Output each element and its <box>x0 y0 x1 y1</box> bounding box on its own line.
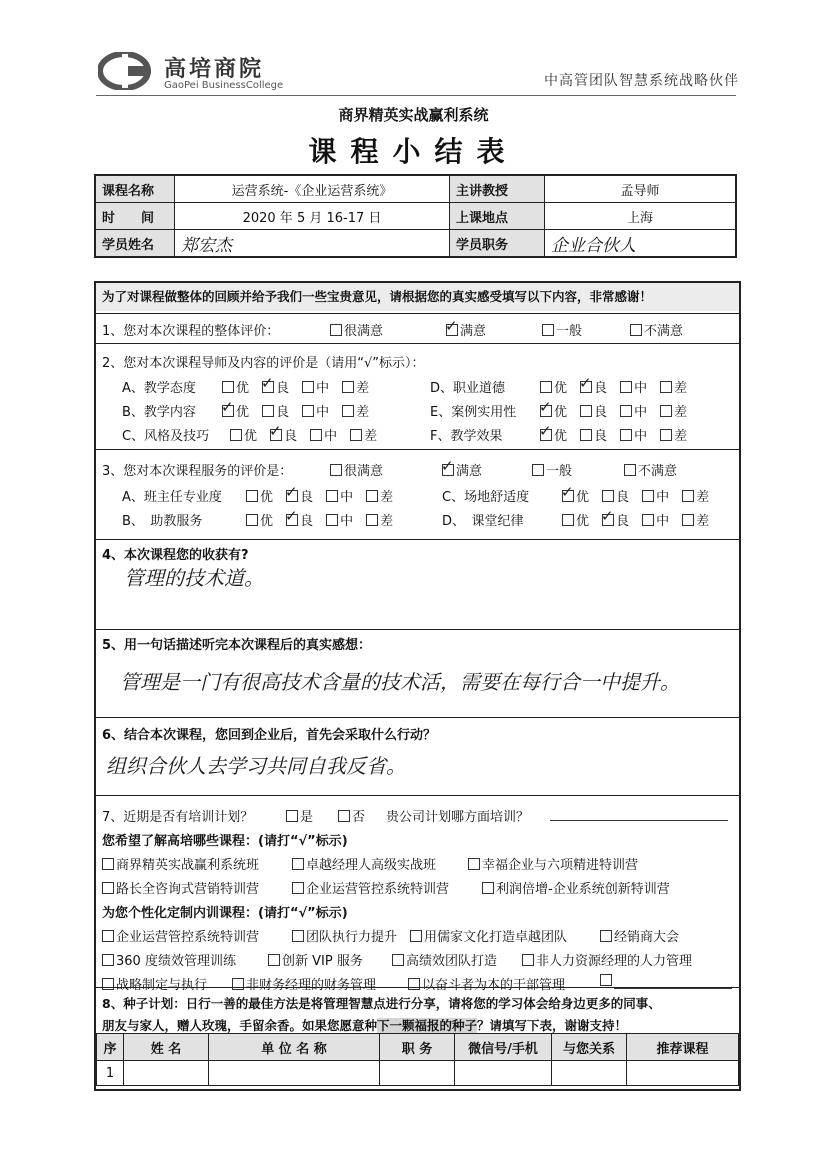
q1-option-very-satisfied[interactable]: 很满意 <box>330 320 383 339</box>
q3-label: 3、您对本次课程服务的评价是： <box>102 464 293 479</box>
header-tagline: 中高管团队智慧系统战略伙伴 <box>544 73 739 89</box>
q3-b-grades[interactable]: 优 ✓ 良 中 差 <box>246 510 393 529</box>
cell-position[interactable] <box>380 1061 455 1086</box>
teacher-value[interactable]: 孟导师 <box>545 175 737 203</box>
q1-option-average[interactable]: 一般 <box>542 320 582 339</box>
col-relation: 与您关系 <box>552 1034 627 1061</box>
q2-item-professional-ethics: D、职业道德 <box>430 381 506 396</box>
q7-label: 7、近期是否有培训计划？ <box>102 810 254 825</box>
q7-custom-label: 为您个性化定制内训课程：(请打“√”标示) <box>102 906 348 921</box>
q7-section <box>96 795 739 993</box>
cell-name[interactable] <box>124 1061 209 1086</box>
q1-section <box>96 313 739 342</box>
q3-d-grades[interactable]: 优 ✓ 良 中 差 <box>562 510 709 529</box>
q3-option-satisfied[interactable]: ✓ 满意 <box>442 460 482 479</box>
referral-table <box>96 1033 739 1086</box>
q2-c-grades[interactable]: 优 ✓ 良 中 差 <box>230 425 377 444</box>
checkbox-checked[interactable] <box>446 324 458 336</box>
form-title: 课程小结表 <box>308 135 519 168</box>
custom-option[interactable]: 非财务经理的财务管理 <box>232 974 376 993</box>
custom-option[interactable]: 高绩效团队打造 <box>392 950 497 969</box>
checkbox[interactable] <box>542 324 554 336</box>
logo-english-name: GaoPei BusinessCollege <box>164 80 284 91</box>
q2-f-grades[interactable]: ✓优 良 中 差 <box>540 425 687 444</box>
q7-courses-label: 您希望了解高培哪些课程：(请打“√”标示) <box>102 834 348 849</box>
custom-option[interactable]: 以奋斗者为本的干部管理 <box>408 974 565 993</box>
q2-item-teaching-effect: F、教学效果 <box>430 429 503 444</box>
course-option[interactable]: 企业运营管控系统特训营 <box>292 878 449 897</box>
course-value[interactable]: 运营系统-《企业运营系统》 <box>175 175 450 203</box>
cell-company[interactable] <box>209 1061 380 1086</box>
q3-option-unsatisfied[interactable]: 不满意 <box>624 460 677 479</box>
time-value[interactable]: 2020 年 5 月 16-17 日 <box>175 203 450 230</box>
q3-c-grades[interactable]: ✓优 良 中 差 <box>562 486 709 505</box>
q5-section <box>96 629 739 716</box>
course-option[interactable]: 路长全咨询式营销特训营 <box>102 878 259 897</box>
cell-course[interactable] <box>627 1061 739 1086</box>
q3-item-assistant-service: B、 助教服务 <box>122 514 203 529</box>
q8-line2: 朋友与家人，赠人玫瑰，手留余香。如果您愿意种下一颗福报的种子？请填写下表，谢谢支持！ <box>102 1018 628 1033</box>
q2-item-teaching-attitude: A、教学态度 <box>122 381 196 396</box>
q2-d-grades[interactable]: 优 ✓ 良 中 差 <box>540 377 687 396</box>
table-row <box>97 1061 739 1086</box>
time-label: 时 间 <box>95 203 175 230</box>
course-option[interactable]: 卓越经理人高级实战班 <box>292 854 436 873</box>
q1-option-unsatisfied[interactable]: 不满意 <box>630 320 683 339</box>
q2-label: 2、您对本次课程导师及内容的评价是（请用“√”标示）： <box>102 356 425 371</box>
custom-option[interactable]: 创新 VIP 服务 <box>268 950 363 969</box>
course-label: 课程名称 <box>95 175 175 203</box>
custom-option[interactable]: 360 度绩效管理训练 <box>102 950 236 969</box>
student-label: 学员姓名 <box>95 230 175 258</box>
logo-chinese-name: 高培商院 <box>164 57 265 82</box>
q7-plan-question: 贵公司计划哪方面培训？ <box>386 810 530 825</box>
q3-item-venue-comfort: C、场地舒适度 <box>442 490 530 505</box>
row-seq: 1 <box>97 1061 124 1086</box>
q8-line1: 8、种子计划：日行一善的最佳方法是将管理智慧点进行分享，请将您的学习体会给身边更多的同事、 <box>102 996 661 1011</box>
course-option[interactable]: 商界精英实战赢利系统班 <box>102 854 259 873</box>
form-subtitle: 商界精英实战赢利系统 <box>338 106 489 124</box>
q3-option-average[interactable]: 一般 <box>532 460 572 479</box>
q2-item-teaching-content: B、教学内容 <box>122 405 196 420</box>
cell-relation[interactable] <box>552 1061 627 1086</box>
custom-option[interactable]: 用儒家文化打造卓越团队 <box>410 926 567 945</box>
col-company: 单 位 名 称 <box>209 1034 380 1061</box>
q4-section <box>96 539 739 630</box>
q3-a-grades[interactable]: 优 ✓ 良 中 差 <box>246 486 393 505</box>
q5-label: 5、用一句话描述听完本次课程后的真实感想： <box>102 638 372 653</box>
q2-item-style-skills: C、风格及技巧 <box>122 429 210 444</box>
q7-no[interactable]: 否 <box>338 806 365 825</box>
place-label: 上课地点 <box>450 203 545 230</box>
custom-option[interactable]: 非人力资源经理的人力管理 <box>522 950 692 969</box>
course-option[interactable]: 利润倍增-企业系统创新特训营 <box>482 878 670 897</box>
col-wechat: 微信号/手机 <box>455 1034 552 1061</box>
student-position-handwritten[interactable]: 企业合伙人 <box>545 230 737 258</box>
header-divider <box>96 95 736 96</box>
q6-label: 6、结合本次课程，您回到企业后，首先会采取什么行动？ <box>102 728 437 743</box>
custom-option[interactable]: 经销商大会 <box>600 926 679 945</box>
form-intro: 为了对课程做整体的回顾并给予我们一些宝贵意见，请根据您的真实感受填写以下内容，非常感谢！ <box>96 283 739 311</box>
course-info-table <box>94 174 737 258</box>
checkbox[interactable] <box>630 324 642 336</box>
q7-plan-input[interactable] <box>550 806 728 821</box>
q2-e-grades[interactable]: ✓优 良 中 差 <box>540 401 687 420</box>
custom-option[interactable]: 企业运营管控系统特训营 <box>102 926 259 945</box>
teacher-label: 主讲教授 <box>450 175 545 203</box>
cell-wechat[interactable] <box>455 1061 552 1086</box>
position-label: 学员职务 <box>450 230 545 258</box>
col-name: 姓 名 <box>124 1034 209 1061</box>
q2-b-grades[interactable]: ✓优 良 中 差 <box>222 401 369 420</box>
q8-section <box>96 987 739 1034</box>
place-value[interactable]: 上海 <box>545 203 737 230</box>
q6-answer-handwritten[interactable]: 组织合伙人去学习共同自我反省。 <box>106 754 406 778</box>
q6-section <box>96 717 739 794</box>
custom-option[interactable]: 战略制定与执行 <box>102 974 207 993</box>
q4-label: 4、本次课程您的收获有? <box>102 548 249 563</box>
q5-answer-handwritten[interactable]: 管理是一门有很高技术含量的技术活，需要在每行合一中提升。 <box>120 670 680 694</box>
q2-a-grades[interactable]: 优 ✓ 良 中 差 <box>222 377 369 396</box>
q3-option-very-satisfied[interactable]: 很满意 <box>330 460 383 479</box>
course-option[interactable]: 幸福企业与六项精进特训营 <box>468 854 638 873</box>
q1-label: 1、您对本次课程的整体评价： <box>102 324 280 339</box>
q3-item-head-teacher: A、班主任专业度 <box>122 490 222 505</box>
col-seq: 序 <box>97 1034 124 1061</box>
feedback-form <box>94 281 741 1091</box>
q4-answer-handwritten[interactable]: 管理的技术道。 <box>124 566 264 590</box>
q3-section <box>96 449 739 530</box>
checkbox[interactable] <box>330 324 342 336</box>
q2-item-case-practicality: E、案例实用性 <box>430 405 517 420</box>
q7-yes[interactable]: 是 <box>286 806 313 825</box>
custom-option[interactable]: 团队执行力提升 <box>292 926 397 945</box>
q2-section <box>96 343 739 446</box>
col-position: 职 务 <box>380 1034 455 1061</box>
q1-option-satisfied[interactable]: ✓ 满意 <box>446 320 486 339</box>
student-name-handwritten[interactable]: 郑宏杰 <box>175 230 450 258</box>
q3-item-class-discipline: D、 课堂纪律 <box>442 514 524 529</box>
college-logo-icon <box>98 52 156 90</box>
col-course: 推荐课程 <box>627 1034 739 1061</box>
